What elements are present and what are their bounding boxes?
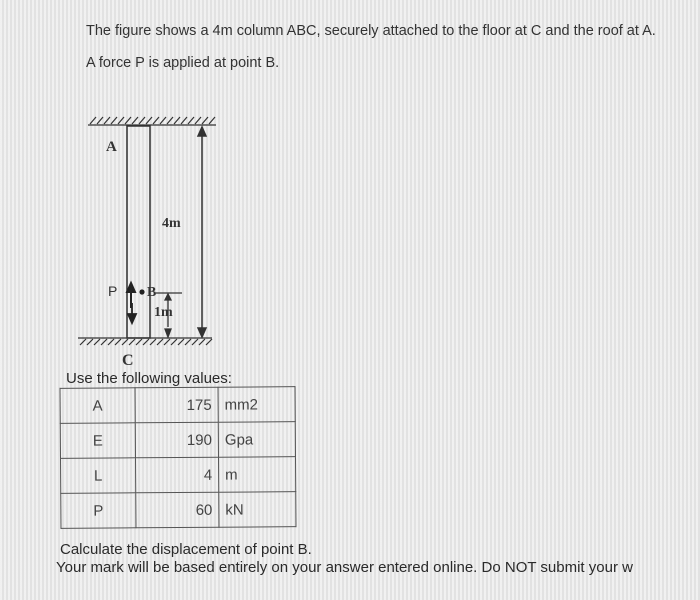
label-b: B (147, 285, 157, 300)
values-label: Use the following values: (66, 370, 232, 387)
value-number: 4 (136, 457, 219, 493)
dimension-total (198, 127, 206, 337)
intro-line-1: The figure shows a 4m column ABC, securely attached to the floor at C and the roof at A. (86, 23, 656, 39)
values-row (60, 422, 295, 459)
column-figure (70, 105, 240, 370)
label-a: A (106, 139, 117, 155)
label-4m: 4m (162, 216, 181, 231)
value-number: 60 (136, 492, 219, 528)
values-row (60, 387, 295, 424)
intro-line-2: A force P is applied at point B. (86, 55, 280, 71)
values-row (61, 492, 296, 529)
value-symbol: A (60, 388, 135, 424)
floor-support (78, 338, 212, 345)
value-unit: m (218, 457, 295, 493)
mark-note: Your mark will be based entirely on your answer entered online. Do NOT submit your w (56, 559, 633, 576)
point-b-marker (139, 289, 144, 294)
support-arrow (128, 303, 136, 323)
value-symbol: E (60, 423, 135, 459)
values-row (61, 457, 296, 494)
value-symbol: P (61, 493, 136, 529)
value-unit: kN (219, 492, 296, 528)
value-unit: mm2 (218, 387, 295, 423)
values-table (60, 386, 297, 529)
value-symbol: L (61, 458, 136, 494)
value-number: 190 (135, 422, 218, 458)
value-unit: Gpa (218, 422, 295, 458)
value-number: 175 (135, 387, 218, 423)
calculate-instruction: Calculate the displacement of point B. (60, 541, 312, 558)
force-arrow (127, 283, 135, 308)
label-c: C (122, 352, 134, 369)
label-1m: 1m (154, 305, 173, 320)
roof-support (88, 117, 216, 125)
label-p: P (108, 283, 118, 299)
